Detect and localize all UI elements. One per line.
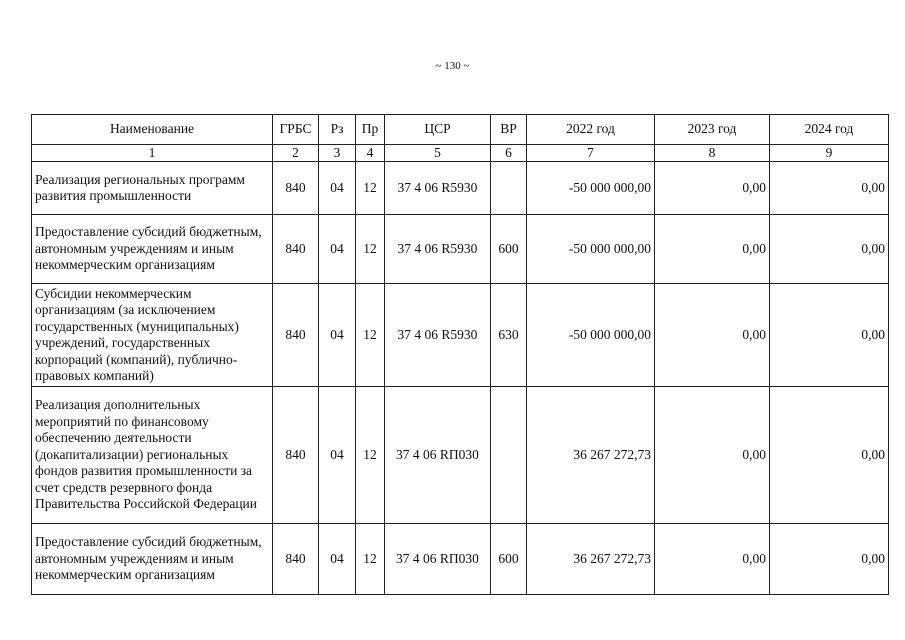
row-amount-2024: 0,00 xyxy=(770,387,889,524)
row-rz: 04 xyxy=(319,162,356,215)
row-amount-2024: 0,00 xyxy=(770,162,889,215)
column-number: 2 xyxy=(273,145,319,162)
table-row xyxy=(32,387,889,524)
row-name: Субсидии некоммерческим организациям (за исключением государственных (муниципальных) учреждений, государственных корпораций (компаний), публично-правовых компаний) xyxy=(32,284,273,387)
row-pr: 12 xyxy=(356,524,385,595)
row-csr: 37 4 06 R5930 xyxy=(385,162,491,215)
row-amount-2024: 0,00 xyxy=(770,284,889,387)
row-grbs: 840 xyxy=(273,387,319,524)
header-cell-rz: Рз xyxy=(319,115,356,145)
row-amount-2022: -50 000 000,00 xyxy=(527,162,655,215)
row-name: Предоставление субсидий бюджетным, автономным учреждениям и иным некоммерческим организациям xyxy=(32,215,273,284)
row-pr: 12 xyxy=(356,284,385,387)
row-amount-2023: 0,00 xyxy=(655,215,770,284)
row-pr: 12 xyxy=(356,387,385,524)
table-header-row xyxy=(32,115,889,145)
row-vr xyxy=(491,162,527,215)
row-amount-2023: 0,00 xyxy=(655,387,770,524)
row-amount-2023: 0,00 xyxy=(655,162,770,215)
row-vr xyxy=(491,387,527,524)
header-cell-2023: 2023 год xyxy=(655,115,770,145)
row-grbs: 840 xyxy=(273,524,319,595)
row-name: Реализация региональных программ развития промышленности xyxy=(32,162,273,215)
column-number: 7 xyxy=(527,145,655,162)
row-vr: 600 xyxy=(491,215,527,284)
header-cell-name: Наименование xyxy=(32,115,273,145)
column-number: 6 xyxy=(491,145,527,162)
table-row xyxy=(32,215,889,284)
table-row xyxy=(32,284,889,387)
row-vr: 600 xyxy=(491,524,527,595)
header-cell-grbs: ГРБС xyxy=(273,115,319,145)
row-rz: 04 xyxy=(319,387,356,524)
row-name: Предоставление субсидий бюджетным, автономным учреждениям и иным некоммерческим организациям xyxy=(32,524,273,595)
column-number: 9 xyxy=(770,145,889,162)
header-cell-vr: ВР xyxy=(491,115,527,145)
table-row xyxy=(32,524,889,595)
row-grbs: 840 xyxy=(273,162,319,215)
row-amount-2023: 0,00 xyxy=(655,284,770,387)
row-rz: 04 xyxy=(319,215,356,284)
column-number: 3 xyxy=(319,145,356,162)
row-grbs: 840 xyxy=(273,284,319,387)
row-amount-2022: -50 000 000,00 xyxy=(527,215,655,284)
row-csr: 37 4 06 RП030 xyxy=(385,524,491,595)
header-cell-pr: Пр xyxy=(356,115,385,145)
row-rz: 04 xyxy=(319,524,356,595)
page-number: ~ 130 ~ xyxy=(435,60,470,72)
row-amount-2022: 36 267 272,73 xyxy=(527,387,655,524)
column-number: 1 xyxy=(32,145,273,162)
row-name: Реализация дополнительных мероприятий по финансовому обеспечению деятельности (докапитализации) региональных фондов развития промышленности за счет средств резервного фонда Правительства Российской Федерации xyxy=(32,387,273,524)
header-cell-csr: ЦСР xyxy=(385,115,491,145)
row-amount-2024: 0,00 xyxy=(770,524,889,595)
row-vr: 630 xyxy=(491,284,527,387)
column-number: 5 xyxy=(385,145,491,162)
header-cell-2022: 2022 год xyxy=(527,115,655,145)
row-amount-2024: 0,00 xyxy=(770,215,889,284)
row-csr: 37 4 06 RП030 xyxy=(385,387,491,524)
row-amount-2022: 36 267 272,73 xyxy=(527,524,655,595)
row-grbs: 840 xyxy=(273,215,319,284)
row-rz: 04 xyxy=(319,284,356,387)
column-number-row xyxy=(32,145,889,162)
column-number: 4 xyxy=(356,145,385,162)
row-amount-2023: 0,00 xyxy=(655,524,770,595)
table-row xyxy=(32,162,889,215)
budget-table xyxy=(31,114,889,595)
column-number: 8 xyxy=(655,145,770,162)
row-csr: 37 4 06 R5930 xyxy=(385,284,491,387)
row-pr: 12 xyxy=(356,215,385,284)
row-pr: 12 xyxy=(356,162,385,215)
row-amount-2022: -50 000 000,00 xyxy=(527,284,655,387)
header-cell-2024: 2024 год xyxy=(770,115,889,145)
row-csr: 37 4 06 R5930 xyxy=(385,215,491,284)
